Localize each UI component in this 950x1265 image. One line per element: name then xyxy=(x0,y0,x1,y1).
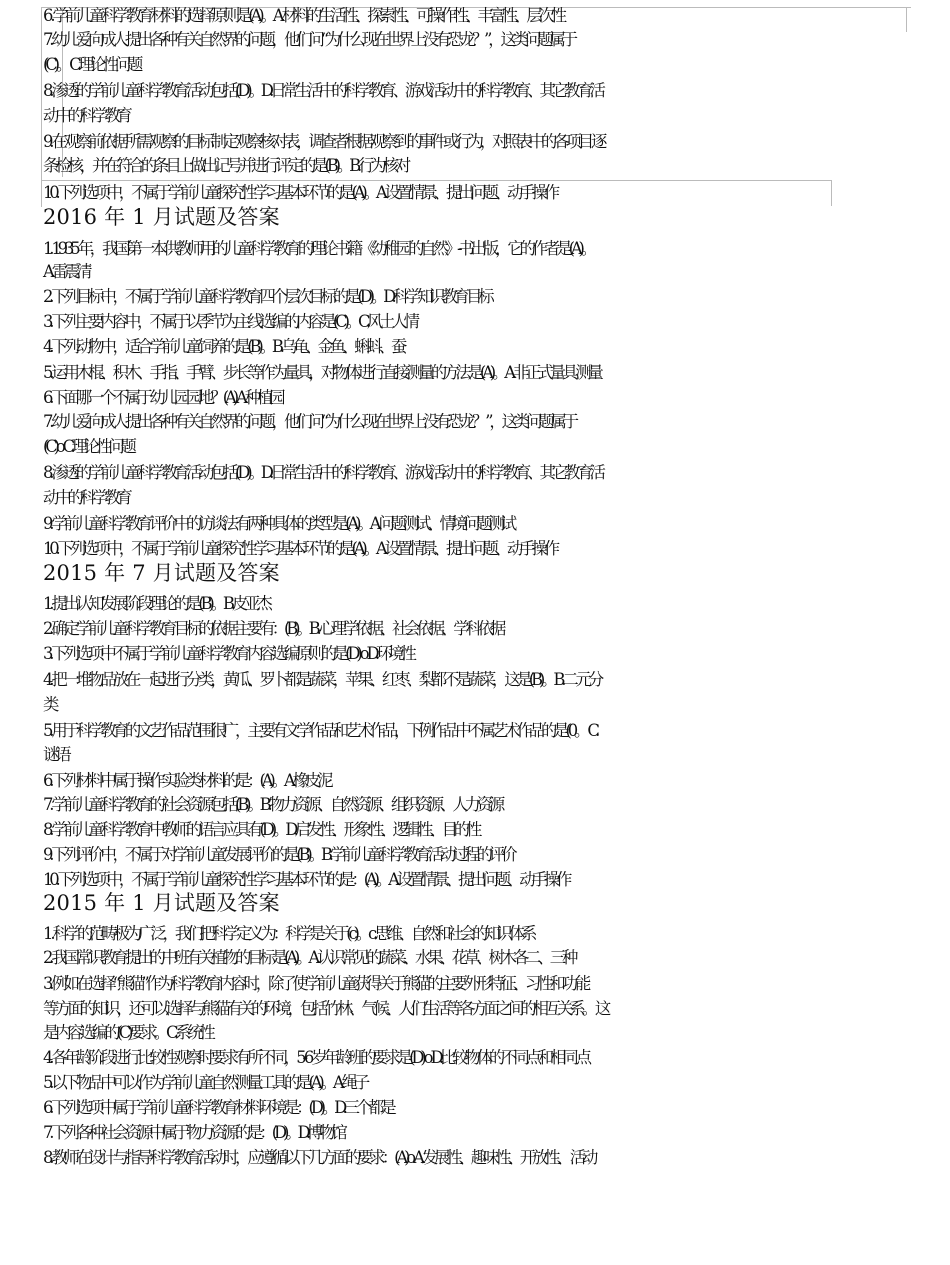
question-line: 10. 下列选项中，不属于学前儿童探究性学习基本环节的是(A)。A.设置情景、提出问题、动手操作 xyxy=(43,539,556,558)
question-line: 5. 以下物品中可以作为学前儿童自然测量工具的是(A)。A.绳子 xyxy=(43,1073,367,1092)
section-heading: 2015 年 1 月试题及答案 xyxy=(43,891,280,915)
question-line: 1. 提出认知发展阶段理论的是(B)。B.皮亚杰 xyxy=(43,594,269,613)
question-line: A.雷震清 xyxy=(43,262,89,281)
question-line: 4. 下列动物中，适合学前儿童饲养的是(B)。B.乌龟、金鱼、蝌蚪、蚕 xyxy=(43,337,404,356)
question-line: 9. 下列评价中，不属于对学前儿童发展评价的是(B)。B.学前儿童科学教育活动过程的评价 xyxy=(43,845,514,864)
section-heading: 2016 年 1 月试题及答案 xyxy=(43,205,280,229)
question-line: 动中的科学教育 xyxy=(43,106,129,125)
question-line: 7. 下列各种社会资源中属于物力资源的是：(D)。D.博物馆 xyxy=(43,1123,344,1142)
question-line: 2. 我国常识教育提出的中班有关植物的目标是(A)。A.认识常见的蔬菜、水果、花草、树木各二、三种 xyxy=(43,948,575,967)
question-line: (C)。 C.理论性问题 xyxy=(43,55,140,74)
question-line: 2. 确定学前儿童科学教育目标的依据主要有：(B)。B. 心理学依据、社会依据、学科依据 xyxy=(43,619,503,638)
question-line: 7. 幼儿爱向成人提出各种有关自然界的问题，他们问“为什么现在世界上没有恐龙？”，这类问题属于 xyxy=(43,30,574,49)
question-line: 5. 运用木棍、积木、手指、手臂、步长等作为量具，对物体进行直接测量的方法是(A)。A.非正式量具 测量 xyxy=(43,363,600,382)
question-line: 6. 下面哪一个不属于幼儿园园地？(A) A.种植园 xyxy=(43,388,282,407)
question-line: 动中的科学教育 xyxy=(43,488,129,507)
question-line: 条检核，并在符合的条目上做出记号并进行评定的是(B)。B.行为核对 xyxy=(43,156,408,175)
question-line: 6. 下列材料中属于操作实验类材料的是：(A)。A.橡皮泥 xyxy=(43,771,330,790)
question-line: 类 xyxy=(43,695,56,714)
question-line: 9. 在观察前依据所需观察的目标制定观察核对表，调查者根据观察到的事件或行为，对照表中的各项目 逐 xyxy=(43,132,604,151)
question-line: 8. 渗透的学前儿童科学教育活动包括(D)。D.日常生活中的科学教育、游戏活动中的科学教育、其它教 育活 xyxy=(43,463,602,482)
question-line: 等方面的知识，还可以选择与熊猫有关的环境，包括竹林、气候、人们生活等各方面之间的相互关系。 这 xyxy=(43,999,608,1018)
question-line: 8. 渗透的学前儿童科学教育活动包括(D)。D.日常生活中的科学教育、游戏活动中的科学教育、其它教 育活 xyxy=(43,81,602,100)
question-line: 4. 各年龄阶段进行比较性观察时要求有所不同，5-6 岁年龄班的要求是(D) o D.比较物体的不同点和相同 点 xyxy=(43,1048,588,1067)
question-line: 谜语 xyxy=(43,745,68,764)
section-heading: 2015 年 7 月试题及答案 xyxy=(43,561,280,585)
question-line: 6 . 学前儿童科学教育材料的选择原则是(A)。A.材料的生活性、探索性、可操作性、丰富性、层次性 xyxy=(43,6,564,25)
question-line: 1 . 科学的范畴极为广泛，我们把科学定义为：科学是关于(c)。c.思维、自然和社会的知识体系 xyxy=(43,924,534,943)
question-line: 2. 下列目标中，不属于学前儿童科学教育四个层次目标的是(D)。D.科学知识教育目标 xyxy=(43,287,491,306)
question-line: 7. 学前儿童科学教育的社会资源包括(B)。B.物力资源、自然资源、组织资源、人力资源 xyxy=(43,795,502,814)
question-line: 1. 1935 年，我国第一本供教师用的儿童科学教育的理论书籍《幼稚园的自然》-书出版，它的作者是(A)。 xyxy=(43,239,593,258)
question-line: (C)o C.理论性问题 xyxy=(43,437,133,456)
question-line: 5. 用于科学教育的文艺作品范围很广，主要有文学作品和艺术作品，下例作品中不属艺术作品的是(0。 C. xyxy=(43,721,597,740)
question-line: 10. 下列选项中，不属于学前儿童探究性学习基本环节的是：(A)。A.设置情景、提出问题、动手操作 xyxy=(43,870,569,889)
question-line: 3. 下列主要内容中，不属于以季节为主线选编的内容是(C)。C.风土人情 xyxy=(43,312,416,331)
question-line: 8. 教师在设计与指导科学教育活动时，应遵循以下几方面的要求：(A)o A.发展性、趣味性、开放性、 活动 xyxy=(43,1148,595,1167)
question-line: 3. 下列选项中不属于学前儿童科学教育内容选编原则的是(D) o D.环境性 xyxy=(43,644,413,663)
question-line: 6. 下列选项中属于学前儿童科学教育材料环境是：(D)。D.三个都是 xyxy=(43,1098,393,1117)
table-border-left xyxy=(41,7,42,207)
question-line: 10. 下列选项中，不属于学前儿童探究性学习基本环节的是(A)。A.设置情景、提出问题、动手操作 xyxy=(43,183,556,202)
question-line: 3. 例如在选择“熊猫”作为科学教育内容时，除了使学前儿童获得关于熊猫的主要外形特征、习性和功 能 xyxy=(43,974,588,993)
question-line: 7. 幼儿爱向成人提出各种有关自然界的问题，他们问“为什么现在世界上没有恐龙？ ”，这类问题属于 xyxy=(43,412,576,431)
question-line: 8. 学前儿童科学教育中教师的语言应具有(D)。D.启发性、形象性、逻辑性、目的性 xyxy=(43,820,479,839)
question-line: 9. 学前儿童科学教育评价中的访谈法有两种具体的类型是(A)。A.问题测试、情境问题测试 xyxy=(43,514,513,533)
question-line: 是内容选编的(C)要求。C.系统性 xyxy=(43,1023,212,1042)
question-line: 4. 把一堆物品放在一起进行分类，黄瓜、罗卜都是蔬菜，苹果、红枣、梨都不是蔬菜，这是(B)。B.二 元分 xyxy=(43,670,601,689)
